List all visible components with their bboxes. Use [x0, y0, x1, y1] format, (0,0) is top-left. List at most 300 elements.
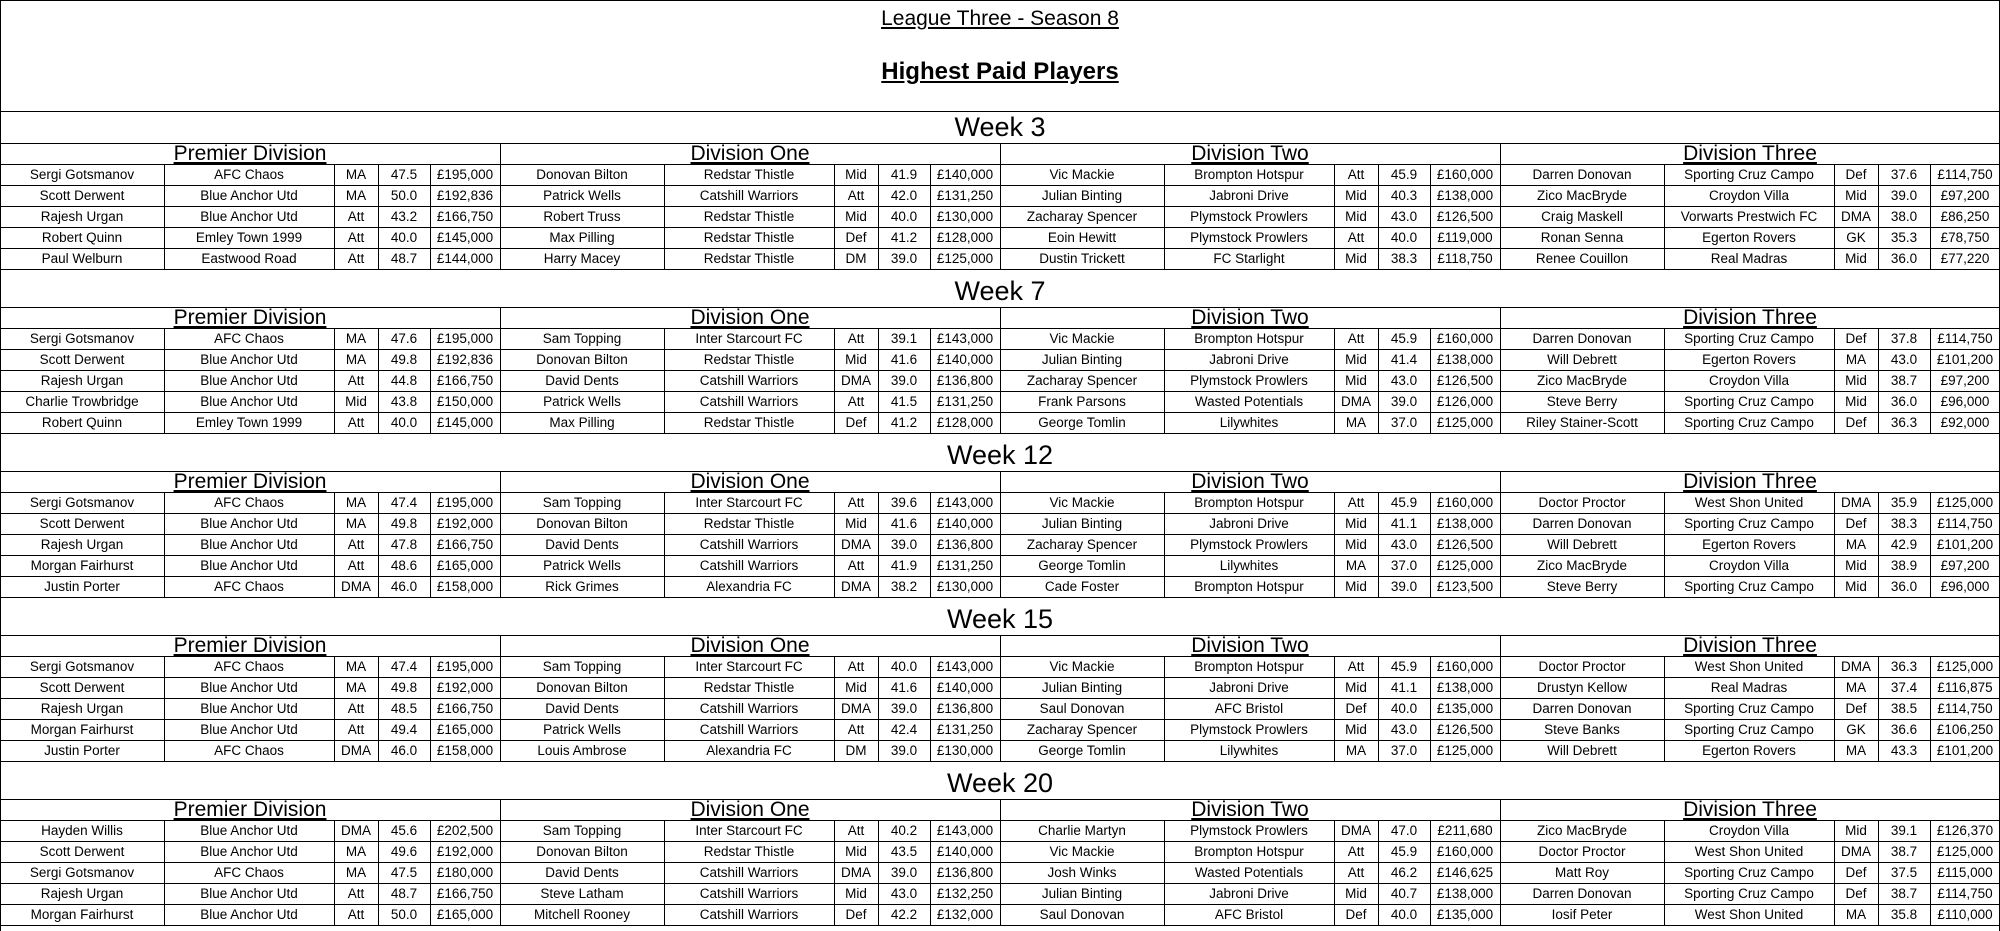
- column-separator: [1430, 820, 1431, 925]
- wage: £180,000: [436, 864, 494, 880]
- player-name: Vic Mackie: [1049, 330, 1115, 346]
- position: Att: [1347, 843, 1365, 859]
- wage: £160,000: [1436, 166, 1494, 182]
- position: DMA: [341, 578, 371, 594]
- rating: 47.5: [390, 864, 418, 880]
- player-name: Darren Donovan: [1532, 700, 1632, 716]
- rating: 38.7: [1890, 885, 1918, 901]
- position: DMA: [841, 578, 871, 594]
- wage: £160,000: [1436, 330, 1494, 346]
- player-name: Darren Donovan: [1532, 166, 1632, 182]
- rating: 44.8: [390, 372, 418, 388]
- wage: £101,200: [1936, 536, 1994, 552]
- column-separator: [1334, 164, 1335, 269]
- player-name: Scott Derwent: [39, 187, 125, 203]
- club-name: Croydon Villa: [1708, 187, 1790, 203]
- position: Def: [845, 229, 867, 245]
- rating: 43.5: [890, 843, 918, 859]
- division-separator: [500, 307, 501, 433]
- rating: 38.2: [890, 578, 918, 594]
- wage: £106,250: [1936, 721, 1994, 737]
- player-name: Patrick Wells: [543, 721, 621, 737]
- division-separator: [1000, 471, 1001, 597]
- rating: 41.5: [890, 393, 918, 409]
- player-name: Zacharay Spencer: [1026, 721, 1138, 737]
- wage: £126,500: [1436, 208, 1494, 224]
- player-name: Sergi Gotsmanov: [29, 494, 135, 510]
- position: DMA: [1341, 393, 1371, 409]
- row-line: [0, 433, 2000, 434]
- rating: 45.9: [1390, 330, 1418, 346]
- wage: £125,000: [1936, 658, 1994, 674]
- rating: 36.6: [1890, 721, 1918, 737]
- player-name: Steve Banks: [1544, 721, 1620, 737]
- player-name: George Tomlin: [1038, 557, 1126, 573]
- player-name: Harry Macey: [543, 250, 621, 266]
- position: DMA: [841, 536, 871, 552]
- position: Att: [347, 536, 365, 552]
- club-name: Blue Anchor Utd: [200, 679, 298, 695]
- position: Mid: [845, 351, 867, 367]
- column-separator: [1878, 656, 1879, 761]
- position: Att: [847, 557, 865, 573]
- rating: 39.6: [890, 494, 918, 510]
- player-name: Craig Maskell: [1541, 208, 1623, 224]
- player-name: Mitchell Rooney: [533, 906, 631, 922]
- column-separator: [1334, 656, 1335, 761]
- column-separator: [1930, 164, 1931, 269]
- position: DMA: [1841, 208, 1871, 224]
- club-name: Inter Starcourt FC: [695, 494, 803, 510]
- player-name: Morgan Fairhurst: [30, 557, 134, 573]
- club-name: Egerton Rovers: [1702, 742, 1796, 758]
- position: MA: [345, 864, 367, 880]
- position: Att: [347, 721, 365, 737]
- row-line: [0, 925, 2000, 926]
- wage: £140,000: [936, 166, 994, 182]
- rating: 39.0: [1390, 578, 1418, 594]
- position: Att: [347, 906, 365, 922]
- wage: £126,500: [1436, 721, 1494, 737]
- rating: 40.2: [890, 822, 918, 838]
- club-name: Lilywhites: [1219, 557, 1279, 573]
- club-name: Real Madras: [1710, 679, 1788, 695]
- rating: 37.0: [1390, 742, 1418, 758]
- position: MA: [1845, 679, 1867, 695]
- wage: £146,625: [1436, 864, 1494, 880]
- column-separator: [664, 820, 665, 925]
- club-name: Blue Anchor Utd: [200, 557, 298, 573]
- position: Att: [347, 557, 365, 573]
- rating: 39.0: [890, 250, 918, 266]
- rating: 46.0: [390, 578, 418, 594]
- rating: 39.0: [890, 864, 918, 880]
- division-separator: [1000, 307, 1001, 433]
- player-name: Rajesh Urgan: [40, 536, 124, 552]
- wage: £192,000: [436, 843, 494, 859]
- position: Mid: [1345, 208, 1367, 224]
- player-name: Sergi Gotsmanov: [29, 864, 135, 880]
- league-title: League Three - Season 8: [881, 6, 1119, 30]
- player-name: Vic Mackie: [1049, 494, 1115, 510]
- club-name: Jabroni Drive: [1209, 885, 1289, 901]
- position: Att: [847, 822, 865, 838]
- club-name: Catshill Warriors: [699, 700, 799, 716]
- column-separator: [1430, 492, 1431, 597]
- club-name: AFC Chaos: [214, 864, 284, 880]
- wage: £166,750: [436, 372, 494, 388]
- wage: £115,000: [1937, 864, 1993, 880]
- rating: 39.0: [890, 742, 918, 758]
- player-name: Darren Donovan: [1532, 885, 1632, 901]
- column-separator: [1378, 656, 1379, 761]
- rating: 45.6: [390, 822, 418, 838]
- player-name: Justin Porter: [44, 578, 120, 594]
- club-name: West Shon United: [1694, 658, 1804, 674]
- column-separator: [1878, 820, 1879, 925]
- player-name: Patrick Wells: [543, 557, 621, 573]
- rating: 41.1: [1390, 515, 1418, 531]
- column-separator: [1930, 820, 1931, 925]
- club-name: Wasted Potentials: [1194, 864, 1304, 880]
- player-name: Drustyn Kellow: [1536, 679, 1628, 695]
- column-separator: [1164, 656, 1165, 761]
- player-name: Justin Porter: [44, 742, 120, 758]
- week-title: Week 7: [954, 275, 1046, 306]
- rating: 39.0: [890, 536, 918, 552]
- position: Att: [347, 885, 365, 901]
- position: Mid: [1845, 557, 1867, 573]
- wage: £125,000: [1436, 557, 1494, 573]
- rating: 41.9: [890, 166, 918, 182]
- wage: £140,000: [936, 843, 994, 859]
- position: DMA: [1841, 658, 1871, 674]
- position: Mid: [1845, 187, 1867, 203]
- club-name: Redstar Thistle: [703, 166, 795, 182]
- club-name: Jabroni Drive: [1209, 679, 1289, 695]
- club-name: Egerton Rovers: [1702, 351, 1796, 367]
- position: Mid: [845, 885, 867, 901]
- wage: £192,000: [436, 679, 494, 695]
- rating: 38.7: [1890, 372, 1918, 388]
- wage: £140,000: [936, 515, 994, 531]
- rating: 38.5: [1890, 700, 1918, 716]
- rating: 50.0: [390, 187, 418, 203]
- position: Att: [347, 229, 365, 245]
- column-separator: [930, 328, 931, 433]
- position: Att: [847, 330, 865, 346]
- position: Def: [1345, 700, 1367, 716]
- position: Att: [347, 250, 365, 266]
- club-name: Sporting Cruz Campo: [1684, 700, 1814, 716]
- week-title: Week 12: [946, 439, 1054, 470]
- rating: 43.0: [1390, 721, 1418, 737]
- wage: £160,000: [1436, 843, 1494, 859]
- wage: £166,750: [436, 208, 494, 224]
- wage: £110,000: [1937, 906, 1993, 922]
- division-separator: [500, 471, 501, 597]
- club-name: Wasted Potentials: [1194, 393, 1304, 409]
- club-name: AFC Chaos: [214, 658, 284, 674]
- wage: £192,000: [436, 515, 494, 531]
- position: DMA: [1841, 843, 1871, 859]
- column-separator: [664, 492, 665, 597]
- division-separator: [1000, 143, 1001, 269]
- club-name: FC Starlight: [1213, 250, 1285, 266]
- rating: 50.0: [390, 906, 418, 922]
- row-line: [0, 597, 2000, 598]
- position: MA: [1845, 742, 1867, 758]
- wage: £165,000: [436, 721, 494, 737]
- player-name: Zico MacBryde: [1536, 372, 1628, 388]
- position: Mid: [1345, 515, 1367, 531]
- club-name: Redstar Thistle: [703, 229, 795, 245]
- column-separator: [1430, 328, 1431, 433]
- player-name: Vic Mackie: [1049, 843, 1115, 859]
- rating: 41.6: [890, 515, 918, 531]
- club-name: Alexandria FC: [706, 742, 792, 758]
- rating: 38.3: [1390, 250, 1418, 266]
- player-name: Julian Binting: [1041, 351, 1123, 367]
- wage: £131,250: [936, 393, 994, 409]
- position: Att: [1347, 658, 1365, 674]
- column-separator: [378, 492, 379, 597]
- player-name: Julian Binting: [1041, 885, 1123, 901]
- club-name: Blue Anchor Utd: [200, 906, 298, 922]
- wage: £131,250: [936, 557, 994, 573]
- club-name: AFC Chaos: [214, 330, 284, 346]
- wage: £132,000: [936, 906, 994, 922]
- division-title: Division Two: [1191, 471, 1309, 492]
- position: Def: [845, 414, 867, 430]
- column-separator: [1834, 492, 1835, 597]
- player-name: Renee Couillon: [1535, 250, 1629, 266]
- division-separator: [1500, 307, 1501, 433]
- club-name: Blue Anchor Utd: [200, 700, 298, 716]
- rating: 40.3: [1390, 187, 1418, 203]
- player-name: Zacharay Spencer: [1026, 372, 1138, 388]
- player-name: Morgan Fairhurst: [30, 721, 134, 737]
- division-title: Premier Division: [173, 143, 327, 164]
- position: MA: [1345, 414, 1367, 430]
- club-name: Catshill Warriors: [699, 187, 799, 203]
- club-name: Brompton Hotspur: [1194, 578, 1304, 594]
- column-separator: [430, 656, 431, 761]
- player-name: Steve Latham: [540, 885, 624, 901]
- position: Mid: [1345, 536, 1367, 552]
- position: Def: [1845, 515, 1867, 531]
- rating: 46.0: [390, 742, 418, 758]
- position: Def: [1345, 906, 1367, 922]
- position: Att: [347, 414, 365, 430]
- column-separator: [664, 164, 665, 269]
- club-name: Sporting Cruz Campo: [1684, 393, 1814, 409]
- column-separator: [834, 328, 835, 433]
- rating: 40.0: [390, 229, 418, 245]
- position: Att: [1347, 330, 1365, 346]
- position: Mid: [1845, 250, 1867, 266]
- player-name: Doctor Proctor: [1538, 658, 1626, 674]
- club-name: AFC Chaos: [214, 578, 284, 594]
- position: Mid: [845, 679, 867, 695]
- column-separator: [1664, 328, 1665, 433]
- position: MA: [1345, 557, 1367, 573]
- club-name: Sporting Cruz Campo: [1684, 864, 1814, 880]
- position: Mid: [1345, 187, 1367, 203]
- player-name: Rajesh Urgan: [40, 700, 124, 716]
- wage: £136,800: [936, 372, 994, 388]
- position: Mid: [1845, 822, 1867, 838]
- rating: 47.0: [1390, 822, 1418, 838]
- column-separator: [378, 656, 379, 761]
- player-name: Donovan Bilton: [536, 515, 628, 531]
- wage: £125,000: [936, 250, 994, 266]
- club-name: Emley Town 1999: [195, 229, 303, 245]
- division-title: Premier Division: [173, 799, 327, 820]
- player-name: Scott Derwent: [39, 679, 125, 695]
- column-separator: [430, 492, 431, 597]
- column-separator: [1334, 328, 1335, 433]
- column-separator: [1930, 328, 1931, 433]
- division-title: Division One: [690, 471, 810, 492]
- rating: 45.9: [1390, 494, 1418, 510]
- rating: 37.0: [1390, 414, 1418, 430]
- position: MA: [345, 679, 367, 695]
- player-name: Paul Welburn: [41, 250, 123, 266]
- rating: 47.8: [390, 536, 418, 552]
- division-separator: [1500, 799, 1501, 925]
- player-name: Scott Derwent: [39, 515, 125, 531]
- position: DMA: [341, 742, 371, 758]
- column-separator: [664, 656, 665, 761]
- wage: £143,000: [936, 822, 994, 838]
- club-name: Egerton Rovers: [1702, 536, 1796, 552]
- player-name: Scott Derwent: [39, 351, 125, 367]
- position: MA: [345, 330, 367, 346]
- club-name: Blue Anchor Utd: [200, 536, 298, 552]
- player-name: Rajesh Urgan: [40, 885, 124, 901]
- column-separator: [378, 164, 379, 269]
- division-title: Division One: [690, 143, 810, 164]
- position: Mid: [845, 166, 867, 182]
- division-separator: [1000, 799, 1001, 925]
- club-name: Blue Anchor Utd: [200, 822, 298, 838]
- club-name: Brompton Hotspur: [1194, 330, 1304, 346]
- club-name: Blue Anchor Utd: [200, 187, 298, 203]
- position: MA: [345, 494, 367, 510]
- club-name: Croydon Villa: [1708, 822, 1790, 838]
- player-name: David Dents: [545, 536, 619, 552]
- player-name: Cade Foster: [1044, 578, 1120, 594]
- rating: 37.4: [1890, 679, 1918, 695]
- rating: 40.0: [1390, 229, 1418, 245]
- club-name: Plymstock Prowlers: [1190, 372, 1308, 388]
- player-name: Charlie Trowbridge: [25, 393, 139, 409]
- club-name: Real Madras: [1710, 250, 1788, 266]
- club-name: Plymstock Prowlers: [1190, 721, 1308, 737]
- division-title: Division Three: [1683, 307, 1817, 328]
- position: Def: [1845, 166, 1867, 182]
- wage: £166,750: [436, 536, 494, 552]
- club-name: West Shon United: [1694, 906, 1804, 922]
- rating: 35.3: [1890, 229, 1918, 245]
- player-name: Sam Topping: [542, 330, 622, 346]
- position: Mid: [845, 515, 867, 531]
- column-separator: [1378, 492, 1379, 597]
- club-name: Blue Anchor Utd: [200, 372, 298, 388]
- rating: 37.0: [1390, 557, 1418, 573]
- wage: £130,000: [936, 208, 994, 224]
- rating: 43.0: [890, 885, 918, 901]
- rating: 48.7: [390, 885, 418, 901]
- club-name: Redstar Thistle: [703, 515, 795, 531]
- division-title: Premier Division: [173, 635, 327, 656]
- wage: £143,000: [936, 494, 994, 510]
- division-title: Division Three: [1683, 799, 1817, 820]
- wage: £140,000: [936, 679, 994, 695]
- column-separator: [334, 492, 335, 597]
- rating: 48.7: [390, 250, 418, 266]
- rating: 45.9: [1390, 843, 1418, 859]
- division-separator: [500, 143, 501, 269]
- wage: £132,250: [936, 885, 994, 901]
- wage: £165,000: [436, 557, 494, 573]
- club-name: Plymstock Prowlers: [1190, 536, 1308, 552]
- column-separator: [1930, 492, 1931, 597]
- player-name: Sergi Gotsmanov: [29, 330, 135, 346]
- rating: 43.0: [1390, 536, 1418, 552]
- wage: £145,000: [436, 414, 494, 430]
- column-separator: [164, 820, 165, 925]
- column-separator: [1664, 492, 1665, 597]
- player-name: Will Debrett: [1547, 536, 1617, 552]
- wage: £195,000: [436, 494, 494, 510]
- rating: 45.9: [1390, 658, 1418, 674]
- club-name: West Shon United: [1694, 843, 1804, 859]
- club-name: Sporting Cruz Campo: [1684, 330, 1814, 346]
- rating: 49.8: [390, 679, 418, 695]
- column-separator: [1164, 328, 1165, 433]
- wage: £140,000: [936, 351, 994, 367]
- wage: £143,000: [936, 658, 994, 674]
- position: Att: [1347, 166, 1365, 182]
- rating: 43.0: [1890, 351, 1918, 367]
- position: MA: [1845, 906, 1867, 922]
- division-title: Division One: [690, 799, 810, 820]
- position: DMA: [841, 864, 871, 880]
- position: Att: [847, 658, 865, 674]
- division-title: Premier Division: [173, 307, 327, 328]
- wage: £160,000: [1436, 494, 1494, 510]
- player-name: Julian Binting: [1041, 515, 1123, 531]
- player-name: Sam Topping: [542, 822, 622, 838]
- division-title: Division Three: [1683, 635, 1817, 656]
- player-name: Max Pilling: [549, 414, 615, 430]
- rating: 36.3: [1890, 414, 1918, 430]
- rating: 41.1: [1390, 679, 1418, 695]
- wage: £202,500: [436, 822, 494, 838]
- position: Def: [1845, 864, 1867, 880]
- wage: £114,750: [1937, 330, 1993, 346]
- club-name: Redstar Thistle: [703, 414, 795, 430]
- wage: £96,000: [1940, 578, 1990, 594]
- player-name: Saul Donovan: [1039, 700, 1125, 716]
- position: Mid: [1345, 372, 1367, 388]
- column-separator: [334, 656, 335, 761]
- rating: 40.0: [1390, 906, 1418, 922]
- club-name: Vorwarts Prestwich FC: [1680, 208, 1818, 224]
- club-name: Sporting Cruz Campo: [1684, 885, 1814, 901]
